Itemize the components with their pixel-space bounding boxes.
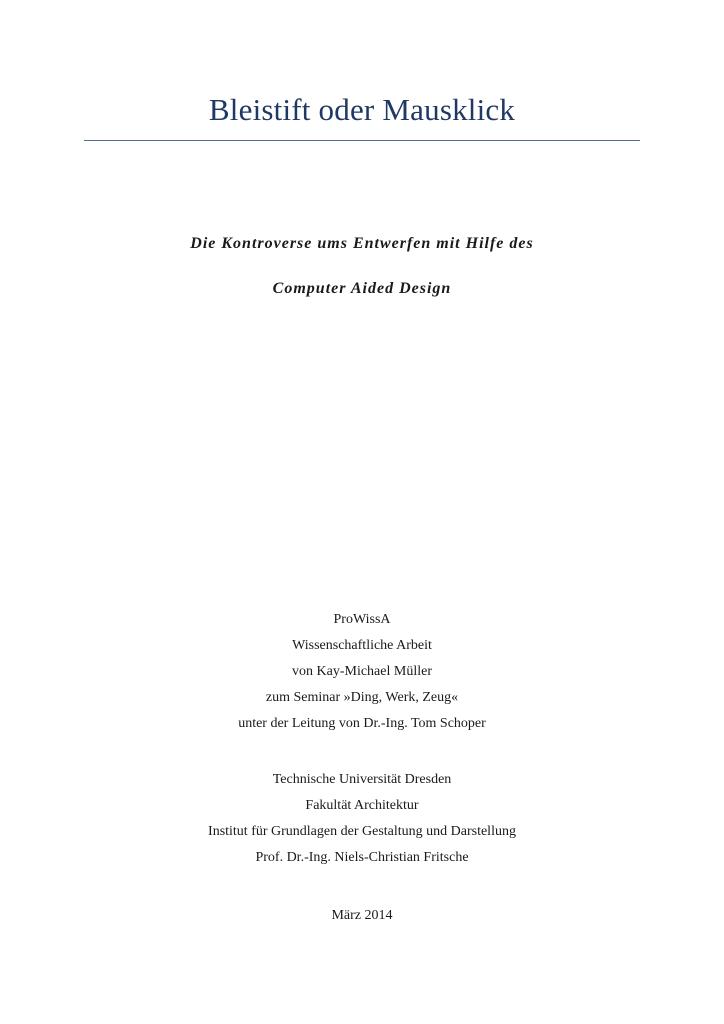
subtitle-line-1: Die Kontroverse ums Entwerfen mit Hilfe des bbox=[190, 235, 534, 252]
subtitle-line-2: Computer Aided Design bbox=[272, 280, 452, 297]
document-date: März 2014 bbox=[331, 908, 393, 923]
document-title: Bleistift oder Mausklick bbox=[208, 92, 516, 127]
author-name: von Kay-Michael Müller bbox=[292, 664, 432, 679]
institute-name: Institut für Grundlagen der Gestaltung und Darstellung bbox=[208, 824, 516, 839]
program-name: ProWissA bbox=[333, 612, 391, 627]
title-underline bbox=[84, 140, 640, 141]
seminar-name: zum Seminar »Ding, Werk, Zeug« bbox=[265, 690, 459, 705]
faculty-name: Fakultät Architektur bbox=[305, 798, 419, 813]
author-block bbox=[0, 607, 724, 737]
work-type: Wissenschaftliche Arbeit bbox=[292, 638, 432, 653]
professor-name: Prof. Dr.-Ing. Niels-Christian Fritsche bbox=[255, 850, 469, 865]
university-name: Technische Universität Dresden bbox=[272, 772, 452, 787]
supervisor: unter der Leitung von Dr.-Ing. Tom Schoper bbox=[238, 716, 486, 731]
institution-block bbox=[0, 767, 724, 871]
date-block bbox=[0, 903, 724, 929]
